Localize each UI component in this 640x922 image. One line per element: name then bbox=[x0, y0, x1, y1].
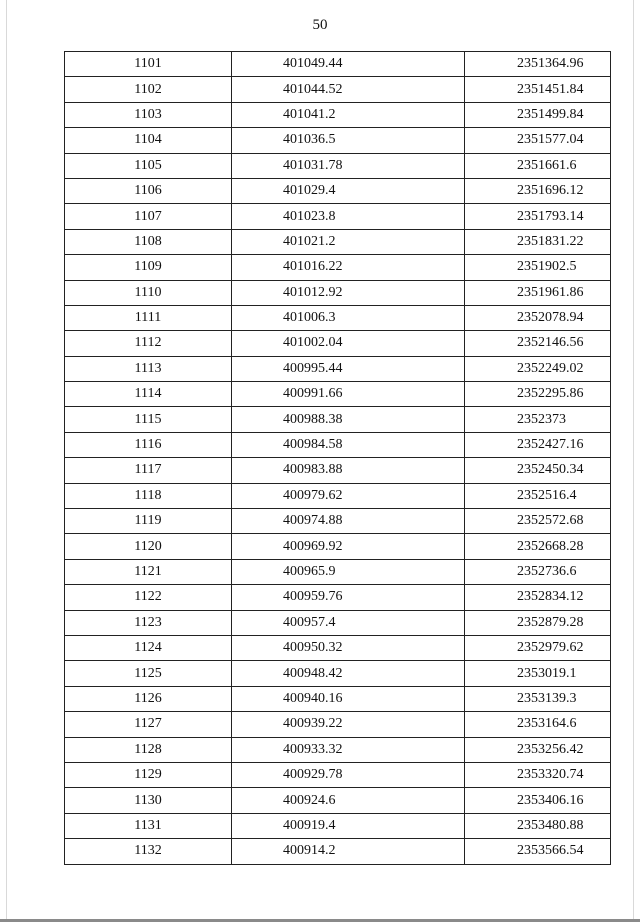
table-row bbox=[65, 813, 611, 838]
y-coordinate-cell: 2353139.3 bbox=[465, 686, 611, 711]
x-coordinate-cell: 400929.78 bbox=[232, 762, 465, 787]
y-coordinate-cell: 2353019.1 bbox=[465, 661, 611, 686]
table-row bbox=[65, 255, 611, 280]
table-row bbox=[65, 737, 611, 762]
table-row bbox=[65, 356, 611, 381]
y-coordinate-cell: 2351696.12 bbox=[465, 178, 611, 203]
table-row bbox=[65, 204, 611, 229]
y-coordinate-cell: 2352979.62 bbox=[465, 635, 611, 660]
x-coordinate-cell: 400983.88 bbox=[232, 458, 465, 483]
x-coordinate-cell: 401029.4 bbox=[232, 178, 465, 203]
point-id-cell: 1127 bbox=[65, 712, 232, 737]
table-row bbox=[65, 280, 611, 305]
point-id-cell: 1111 bbox=[65, 305, 232, 330]
x-coordinate-cell: 400991.66 bbox=[232, 382, 465, 407]
point-id-cell: 1118 bbox=[65, 483, 232, 508]
x-coordinate-cell: 400914.2 bbox=[232, 839, 465, 864]
x-coordinate-cell: 401031.78 bbox=[232, 153, 465, 178]
y-coordinate-cell: 2352668.28 bbox=[465, 534, 611, 559]
y-coordinate-cell: 2352078.94 bbox=[465, 305, 611, 330]
x-coordinate-cell: 400984.58 bbox=[232, 432, 465, 457]
x-coordinate-cell: 400995.44 bbox=[232, 356, 465, 381]
y-coordinate-cell: 2352427.16 bbox=[465, 432, 611, 457]
table-row bbox=[65, 77, 611, 102]
point-id-cell: 1125 bbox=[65, 661, 232, 686]
y-coordinate-cell: 2352146.56 bbox=[465, 331, 611, 356]
point-id-cell: 1110 bbox=[65, 280, 232, 305]
table-row bbox=[65, 585, 611, 610]
point-id-cell: 1119 bbox=[65, 509, 232, 534]
x-coordinate-cell: 400974.88 bbox=[232, 509, 465, 534]
x-coordinate-cell: 400940.16 bbox=[232, 686, 465, 711]
point-id-cell: 1102 bbox=[65, 77, 232, 102]
table-row bbox=[65, 788, 611, 813]
table-row bbox=[65, 229, 611, 254]
table-row bbox=[65, 509, 611, 534]
page-number: 50 bbox=[312, 17, 328, 33]
point-id-cell: 1101 bbox=[65, 52, 232, 77]
point-id-cell: 1114 bbox=[65, 382, 232, 407]
coordinate-table bbox=[64, 51, 611, 865]
point-id-cell: 1126 bbox=[65, 686, 232, 711]
x-coordinate-cell: 400959.76 bbox=[232, 585, 465, 610]
table-row bbox=[65, 305, 611, 330]
x-coordinate-cell: 400919.4 bbox=[232, 813, 465, 838]
table-row bbox=[65, 686, 611, 711]
scan-edge-right bbox=[633, 0, 634, 922]
x-coordinate-cell: 401036.5 bbox=[232, 128, 465, 153]
table-row bbox=[65, 610, 611, 635]
table-row bbox=[65, 331, 611, 356]
point-id-cell: 1106 bbox=[65, 178, 232, 203]
x-coordinate-cell: 400979.62 bbox=[232, 483, 465, 508]
y-coordinate-cell: 2351961.86 bbox=[465, 280, 611, 305]
table-row bbox=[65, 407, 611, 432]
x-coordinate-cell: 400957.4 bbox=[232, 610, 465, 635]
y-coordinate-cell: 2351577.04 bbox=[465, 128, 611, 153]
point-id-cell: 1103 bbox=[65, 102, 232, 127]
x-coordinate-cell: 401016.22 bbox=[232, 255, 465, 280]
point-id-cell: 1128 bbox=[65, 737, 232, 762]
table-row bbox=[65, 839, 611, 864]
y-coordinate-cell: 2352295.86 bbox=[465, 382, 611, 407]
point-id-cell: 1113 bbox=[65, 356, 232, 381]
table-row bbox=[65, 661, 611, 686]
table-row bbox=[65, 635, 611, 660]
table-row bbox=[65, 458, 611, 483]
point-id-cell: 1116 bbox=[65, 432, 232, 457]
y-coordinate-cell: 2351364.96 bbox=[465, 52, 611, 77]
point-id-cell: 1108 bbox=[65, 229, 232, 254]
y-coordinate-cell: 2352736.6 bbox=[465, 559, 611, 584]
x-coordinate-cell: 401002.04 bbox=[232, 331, 465, 356]
x-coordinate-cell: 400924.6 bbox=[232, 788, 465, 813]
point-id-cell: 1104 bbox=[65, 128, 232, 153]
x-coordinate-cell: 401023.8 bbox=[232, 204, 465, 229]
point-id-cell: 1107 bbox=[65, 204, 232, 229]
y-coordinate-cell: 2352373 bbox=[465, 407, 611, 432]
point-id-cell: 1117 bbox=[65, 458, 232, 483]
y-coordinate-cell: 2353406.16 bbox=[465, 788, 611, 813]
y-coordinate-cell: 2353320.74 bbox=[465, 762, 611, 787]
y-coordinate-cell: 2353480.88 bbox=[465, 813, 611, 838]
y-coordinate-cell: 2351831.22 bbox=[465, 229, 611, 254]
table-row bbox=[65, 153, 611, 178]
table-row bbox=[65, 559, 611, 584]
y-coordinate-cell: 2352249.02 bbox=[465, 356, 611, 381]
y-coordinate-cell: 2353164.6 bbox=[465, 712, 611, 737]
y-coordinate-cell: 2352572.68 bbox=[465, 509, 611, 534]
x-coordinate-cell: 400948.42 bbox=[232, 661, 465, 686]
y-coordinate-cell: 2352450.34 bbox=[465, 458, 611, 483]
y-coordinate-cell: 2351661.6 bbox=[465, 153, 611, 178]
point-id-cell: 1132 bbox=[65, 839, 232, 864]
point-id-cell: 1130 bbox=[65, 788, 232, 813]
y-coordinate-cell: 2352834.12 bbox=[465, 585, 611, 610]
x-coordinate-cell: 401021.2 bbox=[232, 229, 465, 254]
x-coordinate-cell: 401012.92 bbox=[232, 280, 465, 305]
x-coordinate-cell: 401044.52 bbox=[232, 77, 465, 102]
x-coordinate-cell: 401006.3 bbox=[232, 305, 465, 330]
x-coordinate-cell: 400950.32 bbox=[232, 635, 465, 660]
point-id-cell: 1123 bbox=[65, 610, 232, 635]
table-row bbox=[65, 178, 611, 203]
table-row bbox=[65, 432, 611, 457]
point-id-cell: 1121 bbox=[65, 559, 232, 584]
y-coordinate-cell: 2351902.5 bbox=[465, 255, 611, 280]
y-coordinate-cell: 2353256.42 bbox=[465, 737, 611, 762]
point-id-cell: 1131 bbox=[65, 813, 232, 838]
point-id-cell: 1120 bbox=[65, 534, 232, 559]
table-row bbox=[65, 102, 611, 127]
point-id-cell: 1115 bbox=[65, 407, 232, 432]
x-coordinate-cell: 400988.38 bbox=[232, 407, 465, 432]
y-coordinate-cell: 2351499.84 bbox=[465, 102, 611, 127]
table-row bbox=[65, 483, 611, 508]
y-coordinate-cell: 2351793.14 bbox=[465, 204, 611, 229]
x-coordinate-cell: 401049.44 bbox=[232, 52, 465, 77]
y-coordinate-cell: 2352516.4 bbox=[465, 483, 611, 508]
table-row bbox=[65, 52, 611, 77]
table-row bbox=[65, 712, 611, 737]
table-row bbox=[65, 534, 611, 559]
point-id-cell: 1109 bbox=[65, 255, 232, 280]
x-coordinate-cell: 400939.22 bbox=[232, 712, 465, 737]
x-coordinate-cell: 400933.32 bbox=[232, 737, 465, 762]
table-row bbox=[65, 128, 611, 153]
x-coordinate-cell: 400969.92 bbox=[232, 534, 465, 559]
table-row bbox=[65, 762, 611, 787]
coordinate-table-body bbox=[65, 52, 611, 865]
x-coordinate-cell: 401041.2 bbox=[232, 102, 465, 127]
scan-edge-left bbox=[6, 0, 7, 922]
point-id-cell: 1122 bbox=[65, 585, 232, 610]
y-coordinate-cell: 2353566.54 bbox=[465, 839, 611, 864]
y-coordinate-cell: 2351451.84 bbox=[465, 77, 611, 102]
point-id-cell: 1112 bbox=[65, 331, 232, 356]
point-id-cell: 1124 bbox=[65, 635, 232, 660]
point-id-cell: 1105 bbox=[65, 153, 232, 178]
table-row bbox=[65, 382, 611, 407]
x-coordinate-cell: 400965.9 bbox=[232, 559, 465, 584]
point-id-cell: 1129 bbox=[65, 762, 232, 787]
y-coordinate-cell: 2352879.28 bbox=[465, 610, 611, 635]
